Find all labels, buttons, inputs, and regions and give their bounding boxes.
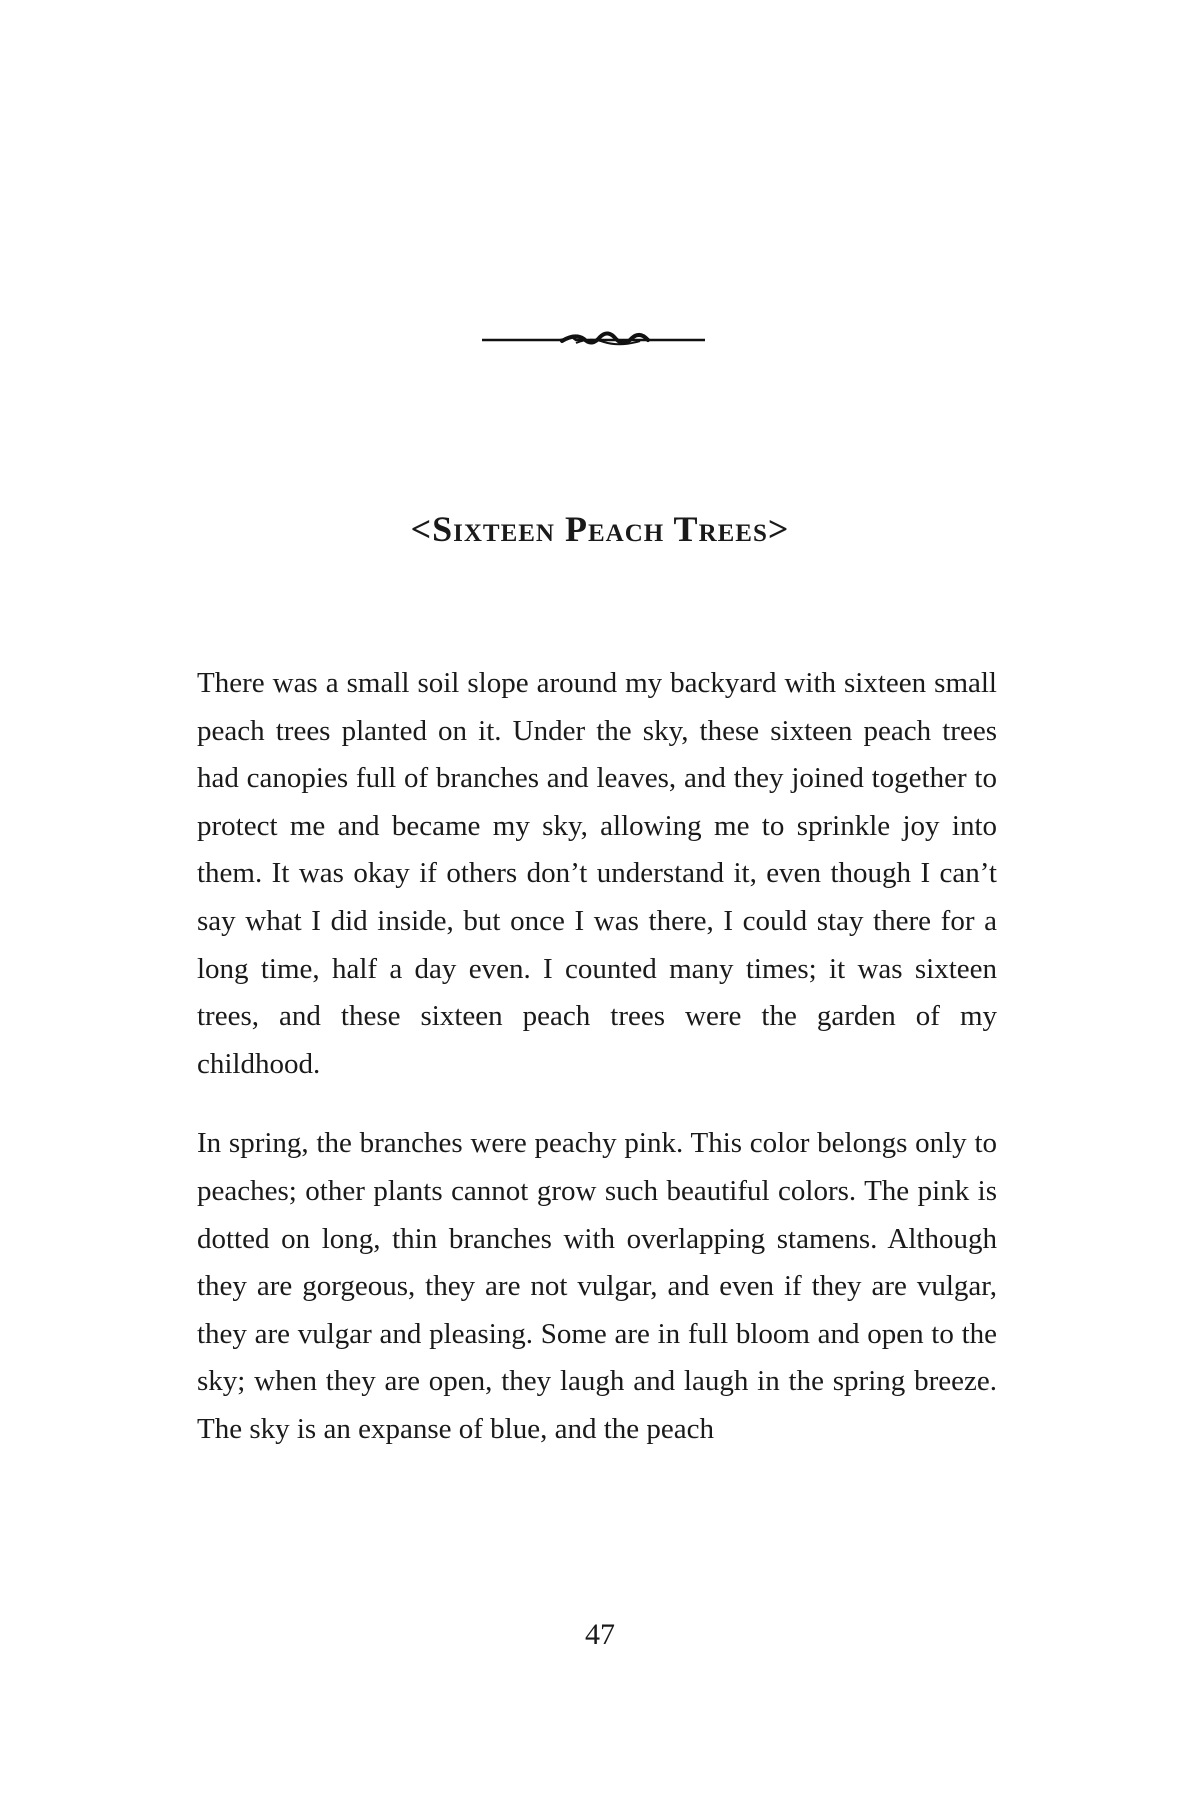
paragraph: In spring, the branches were peachy pink. This color belongs only to peaches; other plants cannot grow such beautiful colors. The pink is dotted on long, thin branches with overlapping stamens. Although they are gorgeous, they are not vulgar, and even if they are vulgar, they are vulgar and pleasing. Some are in full bloom and open to the sky; when they are open, they laugh and laugh in the spring breeze. The sky is an expanse of blue, and the peach (197, 1127, 997, 1445)
body-text (197, 660, 997, 1486)
chapter-title: <Sixteen Peach Trees> (410, 509, 790, 549)
page-number: 47 (585, 1618, 615, 1651)
paragraph: There was a small soil slope around my backyard with sixteen small peach trees planted on it. Under the sky, these sixteen peach trees had canopies full of branches and leaves, and they joined together to protect me and became my sky, allowing me to sprinkle joy into them. It was okay if others don’t understand it, even though I can’t say what I did inside, but once I was there, I could stay there for a long time, half a day even. I counted many times; it was sixteen trees, and these sixteen peach trees were the garden of my childhood. (197, 667, 997, 1080)
flourish-divider-icon (480, 325, 720, 355)
